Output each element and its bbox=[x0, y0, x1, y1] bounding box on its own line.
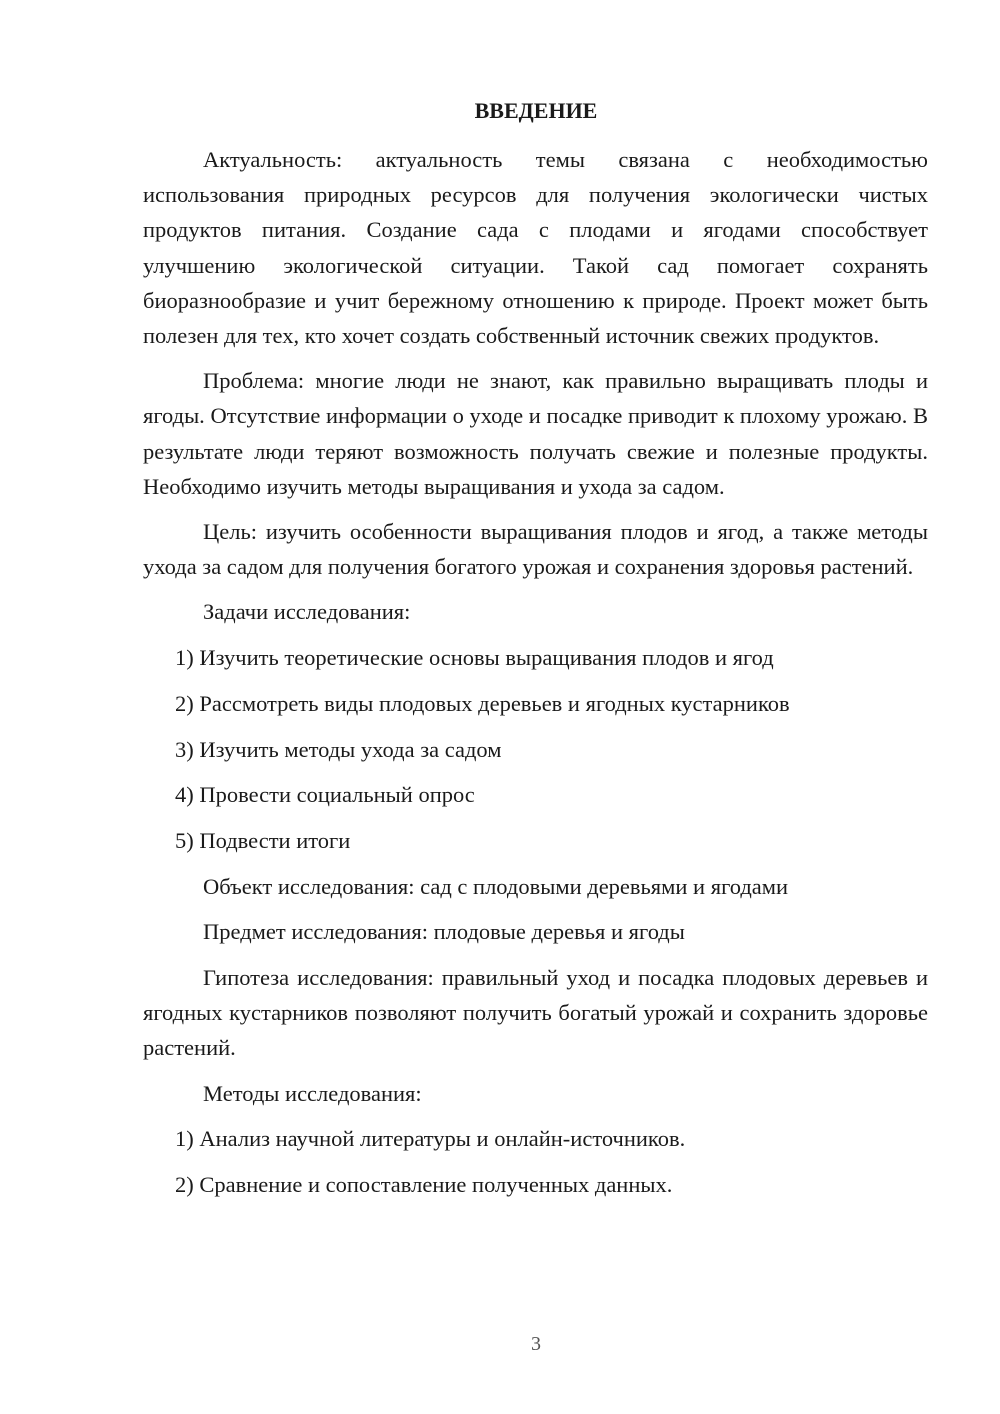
section-heading: ВВЕДЕНИЕ bbox=[474, 98, 598, 123]
tasks-label: Задачи исследования: bbox=[203, 599, 411, 625]
task-item: 2) Рассмотреть виды плодовых деревьев и ягодных кустарников bbox=[175, 690, 790, 716]
relevance-paragraph: Актуальность: актуальность темы связана с необходимостью использования природных ресурсов для получения экологически чистых продуктов питания. Создание сада с плодами и ягодами способствует улучшению экологической ситуации. Такой сад помогает сохранять биоразнообразие и учит бережному отношению к природе. Проект может быть полезен для тех, кто хочет создать собственный источник свежих продуктов. bbox=[143, 147, 928, 349]
hypothesis-paragraph: Гипотеза исследования: правильный уход и посадка плодовых деревьев и ягодных кустарников позволяют получить богатый урожай и сохранить здоровье растений. bbox=[143, 965, 928, 1061]
methods-label: Методы исследования: bbox=[203, 1080, 422, 1106]
page-number: 3 bbox=[531, 1333, 541, 1355]
goal-paragraph: Цель: изучить особенности выращивания плодов и ягод, а также методы ухода за садом для получения богатого урожая и сохранения здоровья растений. bbox=[143, 519, 928, 580]
research-subject: Предмет исследования: плодовые деревья и ягоды bbox=[203, 919, 685, 945]
document-body bbox=[143, 142, 928, 1213]
method-item: 2) Сравнение и сопоставление полученных данных. bbox=[175, 1172, 673, 1198]
research-object: Объект исследования: сад с плодовыми деревьями и ягодами bbox=[203, 873, 789, 899]
task-item: 1) Изучить теоретические основы выращивания плодов и ягод bbox=[175, 645, 774, 671]
task-item: 3) Изучить методы ухода за садом bbox=[175, 736, 502, 762]
task-item: 4) Провести социальный опрос bbox=[175, 782, 475, 808]
task-item: 5) Подвести итоги bbox=[175, 827, 351, 853]
method-item: 1) Анализ научной литературы и онлайн-источников. bbox=[175, 1126, 686, 1152]
problem-paragraph: Проблема: многие люди не знают, как правильно выращивать плоды и ягоды. Отсутствие информации о уходе и посадке приводит к плохому урожаю. В результате люди теряют возможность получать свежие и полезные продукты. Необходимо изучить методы выращивания и ухода за садом. bbox=[143, 368, 928, 499]
